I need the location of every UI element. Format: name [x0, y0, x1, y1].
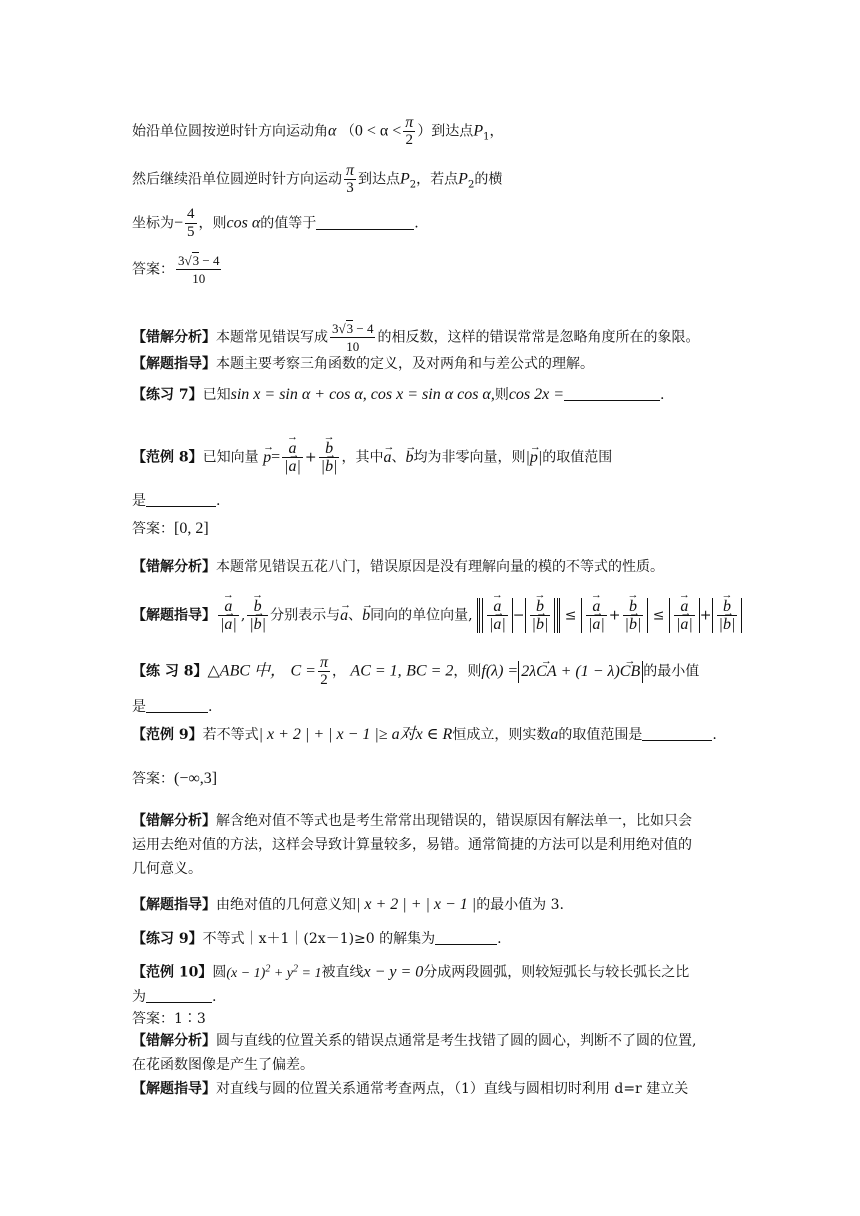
answer-4: 答案：1∶3	[132, 1011, 206, 1027]
exercise-7: 【练习 7】已知sin x = sin α + cos α, cos x = sin α cos α,则cos 2x = .	[132, 386, 665, 403]
error-analysis-3-cont2: 几何意义。	[132, 861, 202, 877]
exercise-8-cont: 是 .	[132, 699, 213, 715]
answer-blank	[146, 492, 216, 507]
math-range: 0 < α <	[354, 122, 402, 140]
problem-line-1: 始沿单位圆按逆时针方向运动角α （0 < α < $\frac{\pi}{2}$ ）到达点$P_1$，	[132, 114, 504, 148]
fraction-4-over-5: $\frac{4}{5}$	[187, 206, 195, 240]
fraction-pi-over-2: $\frac{\pi}{2}$	[319, 654, 328, 688]
unit-vector-b: → $\frac{b}{|\to b|}$	[247, 598, 268, 633]
example-8: 【范例 8】已知向量 → p= → $\frac{a}{|\to a|}$ + → $\frac{b}{|\to b|}$ ，其中→ a、→ b均为非零向量，则|→ p|的取值范围	[132, 440, 740, 475]
example-9: 【范例 9】若不等式| x + 2 | + | x − 1 |≥ a对x ∈ R恒成立，则实数a的取值范围是 .	[132, 726, 717, 743]
error-analysis-1: 【错解分析】本题常见错误写成 $\frac{3√3 - 4}{10}$ 的相反数，这样的错误常常是忽略角度所在的象限。	[132, 321, 700, 354]
answer-blank	[146, 698, 208, 713]
answer-blank	[435, 930, 497, 945]
solution-guide-4: 【解题指导】对直线与圆的位置关系通常考查两点，（1）直线与圆相切时利用 d=r 建立关	[132, 1081, 689, 1097]
error-analysis-3: 【错解分析】解含绝对值不等式也是考生常常出现错误的，错误原因有解法单一，比如只会	[132, 813, 692, 829]
unit-vector-a: → $\frac{a}{|\to a|}$	[282, 440, 303, 475]
problem-line-2: 然后继续沿单位圆逆时针方向运动 $\frac{\pi}{3}$ 到达点$P_2$，若点$P_2$的横	[132, 162, 503, 196]
norm-sum: → $\frac{a}{|\to a|}$ + → $\frac{b}{|\to b|}$	[581, 598, 648, 633]
solution-guide-2: 【解题指导】 → $\frac{a}{|\to a|}$ , → $\frac{b}{|\to b|}$ 分别表示与→ a、→ b同向的单位向量, → $\frac{a}{|\to a|}$ − → $\frac{b}{|\to b|}$ ≤ → $\frac{a}{|\to a|}$ + → $\frac{b}{|\to b|}$ ≤ → $\frac{a}{|\to a|}$ + → $\frac{b}{|\to b|}$	[132, 598, 740, 633]
exercise-8: 【练 习 8】△ABC 中， C = $\frac{\pi}{2}$ ， AC = 1, BC = 2，则f(λ) = 2λ→ CA + (1 − λ)→ CB 的最小值	[132, 654, 740, 689]
solution-guide-1: 【解题指导】本题主要考察三角函数的定义，及对两角和与差公式的理解。	[132, 356, 594, 372]
answer-blank	[316, 215, 414, 230]
fraction-pi-over-2: $\frac{\pi}{2}$	[405, 114, 414, 148]
vector-norm: 2λ→ CA + (1 − λ)→ CB	[518, 661, 643, 683]
answer-blank	[564, 386, 660, 401]
norm-difference: → $\frac{a}{|\to a|}$ − → $\frac{b}{|\to b|}$	[477, 598, 560, 633]
answer-2: 答案：[0, 2]	[132, 520, 209, 537]
answer-3: 答案：(−∞,3]	[132, 770, 218, 787]
math-alpha: α	[328, 122, 337, 140]
answer-1: 答案： $\frac{3√3 - 4}{10}$	[132, 253, 220, 286]
error-analysis-4-cont: 在花函数图像是产生了偏差。	[132, 1057, 314, 1073]
text: 始沿单位圆按逆时针方向运动角	[132, 123, 328, 140]
error-analysis-2: 【错解分析】本题常见错误五花八门，错误原因是没有理解向量的模的不等式的性质。	[132, 559, 664, 575]
answer-fraction-ref: $\frac{3√3 - 4}{10}$	[332, 321, 374, 354]
answer-fraction: $\frac{3√3 - 4}{10}$	[178, 253, 220, 286]
error-analysis-4: 【错解分析】圆与直线的位置关系的错误点通常是考生找错了圆的圆心，判断不了圆的位置,	[132, 1033, 697, 1049]
example-10-cont: 为 .	[132, 989, 217, 1005]
unit-vector-b: → $\frac{b}{|\to b|}$	[319, 440, 340, 475]
answer-blank	[642, 726, 712, 741]
answer-blank	[146, 988, 212, 1003]
example-10: 【范例 10】圆$(x - 1)^2 + y^2 = 1$被直线x − y = 0分成两段圆弧，则较短弧长与较长弧长之比	[132, 963, 690, 981]
error-analysis-3-cont: 运用去绝对值的方法，这样会导致计算量较多，易错。通常简捷的方法可以是利用绝对值的	[132, 837, 692, 853]
fraction-pi-over-3: $\frac{\pi}{3}$	[346, 162, 355, 196]
text: ）到达点	[417, 123, 474, 140]
text: 然后继续沿单位圆逆时针方向运动	[132, 171, 342, 188]
example-8-cont: 是 .	[132, 493, 221, 509]
exercise-9: 【练习 9】不等式｜x＋1｜(2x－1)≥0 的解集为 .	[132, 931, 502, 947]
math-point: P	[473, 122, 484, 140]
unit-vector-a: → $\frac{a}{|\to a|}$	[218, 598, 239, 633]
solution-guide-3: 【解题指导】由绝对值的几何意义知| x + 2 | + | x − 1 |的最小值为 3.	[132, 896, 564, 913]
text: （	[340, 123, 355, 140]
problem-line-3: 坐标为− $\frac{4}{5}$ ，则cos α的值等于 .	[132, 206, 419, 240]
